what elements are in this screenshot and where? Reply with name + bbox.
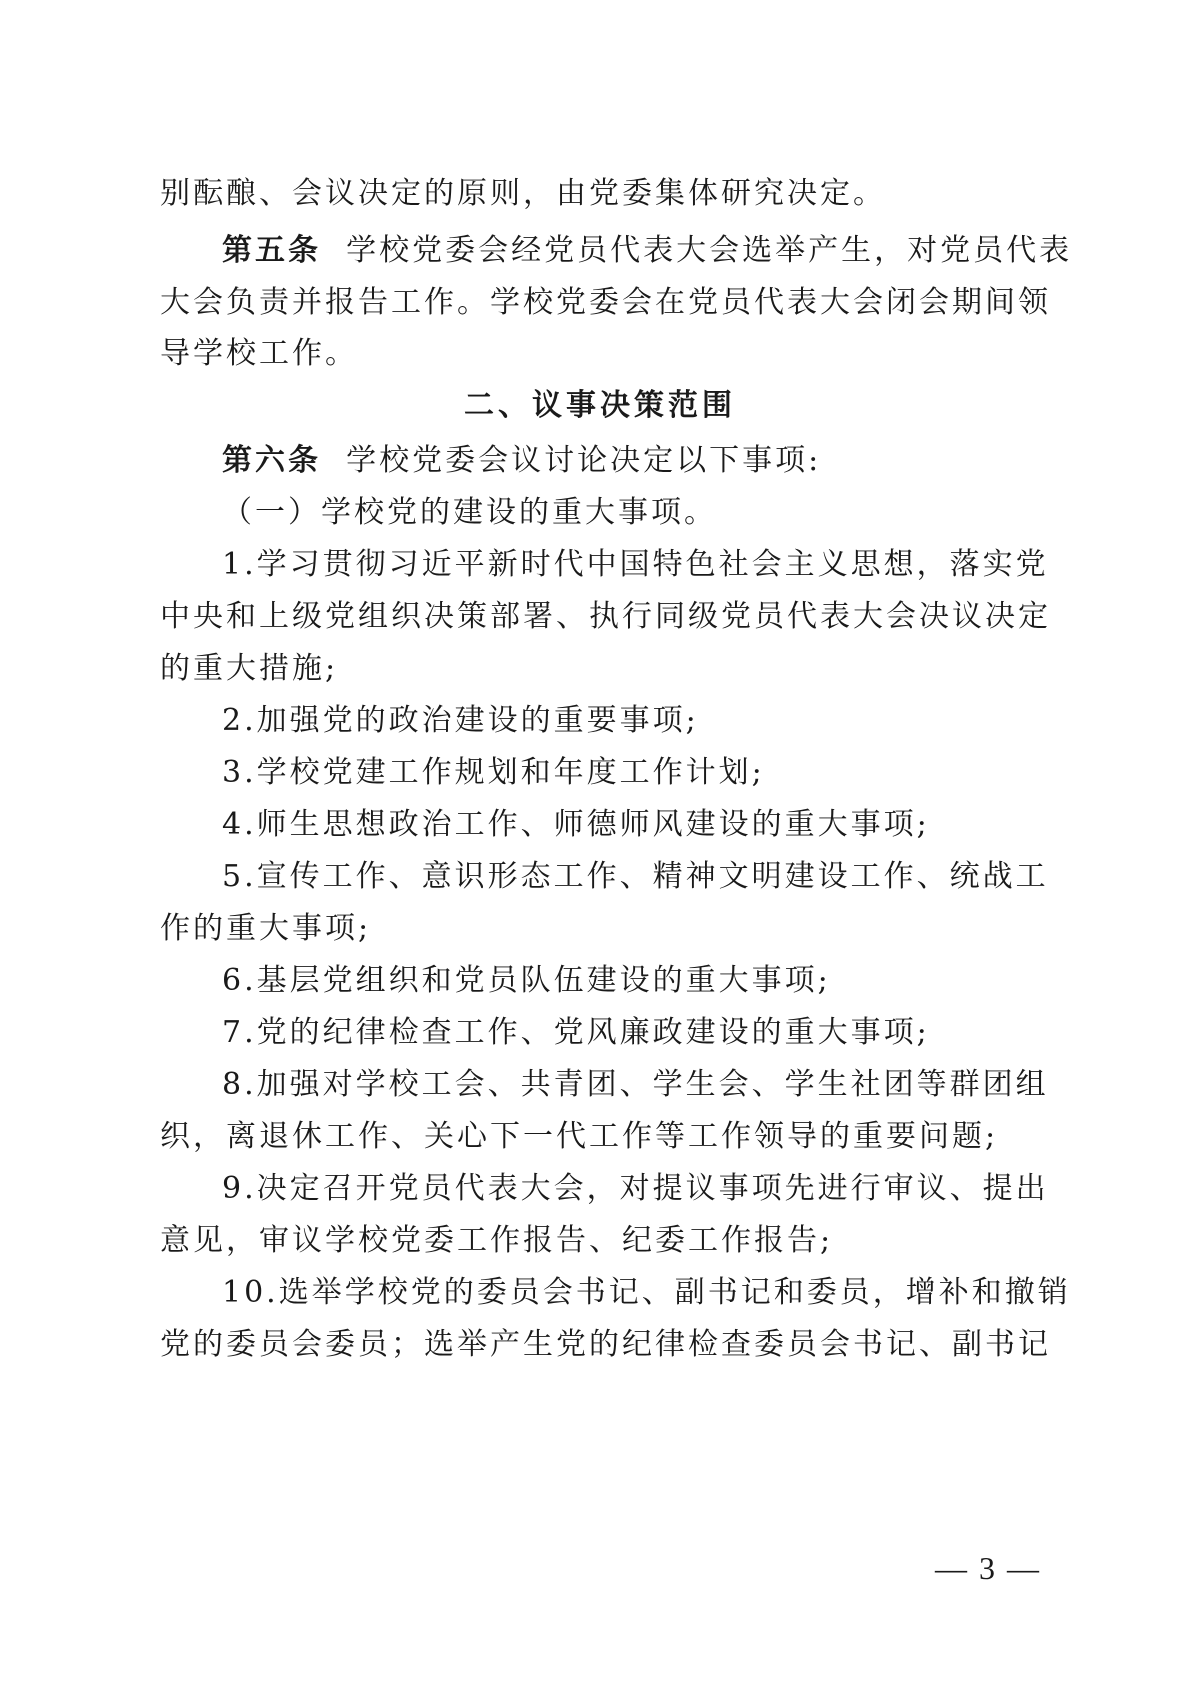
list-item-10-line-2: 党的委员会委员；选举产生党的纪律检查委员会书记、副书记: [160, 1327, 1051, 1362]
list-item-9-line-1: 9.决定召开党员代表大会，对提议事项先进行审议、提出: [222, 1171, 1049, 1206]
list-item-5-line-1: 5.宣传工作、意识形态工作、精神文明建设工作、统战工: [222, 859, 1049, 894]
list-item-1-line-3: 的重大措施;: [160, 651, 339, 686]
list-item-9-line-2: 意见，审议学校党委工作报告、纪委工作报告;: [160, 1223, 834, 1258]
list-item-3: 3.学校党建工作规划和年度工作计划;: [222, 755, 765, 790]
section-title: 二、议事决策范围: [464, 388, 736, 423]
article-5-heading: 第五条: [222, 233, 321, 268]
article-6-text: 学校党委会议讨论决定以下事项:: [346, 443, 822, 478]
list-item-7: 7.党的纪律检查工作、党风廉政建设的重大事项;: [222, 1015, 930, 1050]
list-item-10-line-1: 10.选举学校党的委员会书记、副书记和委员，增补和撤销: [222, 1275, 1071, 1310]
article-5-line-2: 大会负责并报告工作。学校党委会在党员代表大会闭会期间领: [160, 285, 1051, 320]
article-5-text: 学校党委会经党员代表大会选举产生，对党员代表: [346, 233, 1073, 268]
paragraph-line: 别酝酿、会议决定的原则，由党委集体研究决定。: [160, 176, 886, 211]
article-5-line-1: [222, 231, 1073, 271]
list-item-1-line-1: 1.学习贯彻习近平新时代中国特色社会主义思想，落实党: [222, 547, 1049, 582]
list-item-2: 2.加强党的政治建设的重要事项;: [222, 703, 699, 738]
item-group-1: （一）学校党的建设的重大事项。: [222, 495, 717, 530]
article-6-line-1: [222, 441, 1040, 481]
list-item-6: 6.基层党组织和党员队伍建设的重大事项;: [222, 963, 831, 998]
list-item-4: 4.师生思想政治工作、师德师风建设的重大事项;: [222, 807, 930, 842]
article-6-heading: 第六条: [222, 443, 321, 478]
article-5-line-3: 导学校工作。: [160, 336, 358, 371]
page-number: — 3 —: [935, 1550, 1041, 1586]
list-item-1-line-2: 中央和上级党组织决策部署、执行同级党员代表大会决议决定: [160, 599, 1051, 634]
list-item-8-line-1: 8.加强对学校工会、共青团、学生会、学生社团等群团组: [222, 1067, 1049, 1102]
list-item-8-line-2: 织，离退休工作、关心下一代工作等工作领导的重要问题;: [160, 1119, 999, 1154]
list-item-5-line-2: 作的重大事项;: [160, 911, 372, 946]
